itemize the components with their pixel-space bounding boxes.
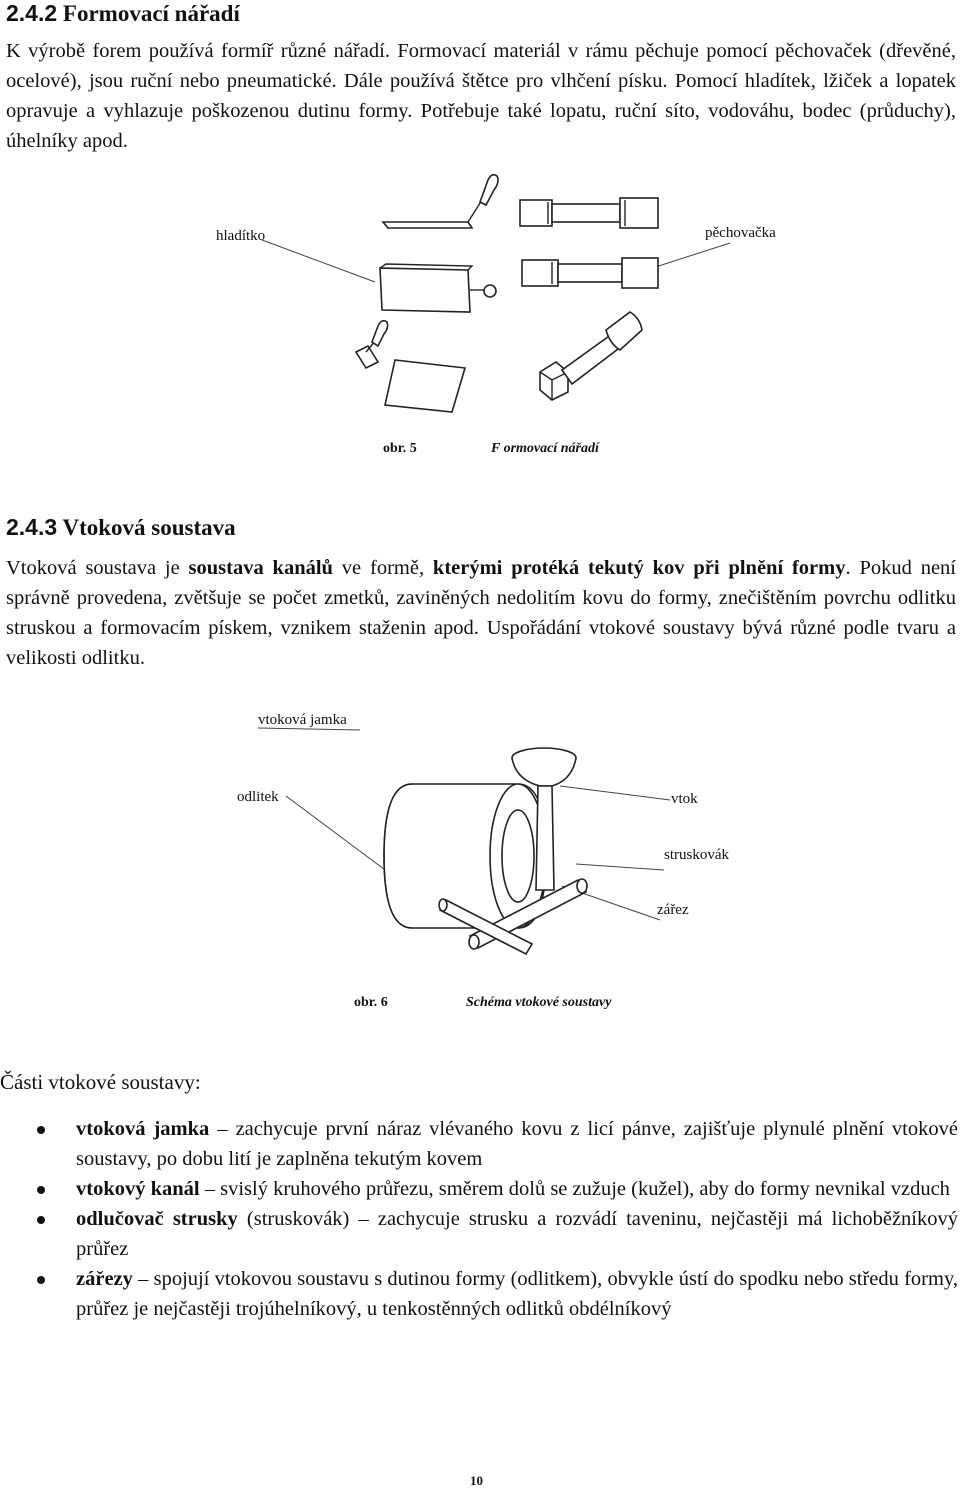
list-item: vtokový kanál – svislý kruhového průřezu, směrem dolů se zužuje (kužel), aby do formy nevnikal vzduch xyxy=(0,1174,958,1204)
section-title: Vtoková soustava xyxy=(62,515,236,540)
section-number: 2.4.2 xyxy=(6,0,58,26)
figure6-caption-number: obr. 6 xyxy=(354,995,388,1010)
bullet-icon xyxy=(37,1126,45,1134)
bullet-icon xyxy=(37,1276,45,1284)
list-item: vtoková jamka – zachycuje první náraz vlévaného kovu z licí pánve, zajišťuje plynulé plnění vtokové soustavy, po dobu lití je zaplněna tekutým kovem xyxy=(0,1114,958,1174)
label-vtokova-jamka: vtoková jamka xyxy=(258,712,347,728)
section-number: 2.4.3 xyxy=(6,514,58,540)
figure6-caption-text: Schéma vtokové soustavy xyxy=(466,995,612,1010)
label-struskovak: struskovák xyxy=(664,847,729,863)
rammer-3-icon xyxy=(540,312,642,400)
vtokova-paragraph: Vtoková soustava je soustava kanálů ve formě, kterými protéká tekutý kov při plnění formy. Pokud není správně provedena, zvětšuje se počet zmetků, zaviněných nedolitím kovu do formy, znečištěním povrchu odlitku struskou a formovacím pískem, vznikem staženin apod. Uspořádání vtokové soustavy bývá různé podle tvaru a velikosti odlitku. xyxy=(6,557,956,669)
list-item: odlučovač strusky (struskovák) – zachycuje strusku a rozvádí taveninu, nejčastěji má lichoběžníkový průřez xyxy=(0,1204,958,1264)
trowel-rect-icon xyxy=(380,264,496,312)
rammer-2-icon xyxy=(522,258,658,288)
trowel-flat-icon xyxy=(383,175,498,228)
label-odlitek: odlitek xyxy=(237,789,279,805)
intro-paragraph: K výrobě forem používá formíř různé nářadí. Formovací materiál v rámu pěchuje pomocí pěchovaček (dřevěné, ocelové), jsou ruční nebo pneumatické. Dále používá štětce pro vlhčení písku. Pomocí hladítek, lžiček a lopatek opravuje a vyhlazuje poškozenou dutinu formy. Potřebuje také lopatu, ruční síto, vodováhu, bodec (průduchy), úhelníky apod. xyxy=(6,40,956,152)
label-vtok: vtok xyxy=(671,791,698,807)
section-title: Formovací nářadí xyxy=(62,1,240,26)
figure-vtokova-soustava xyxy=(0,700,960,970)
sprue-icon xyxy=(536,786,554,890)
section-heading-243 xyxy=(6,514,236,541)
label-hladitko: hladítko xyxy=(216,228,266,244)
parts-title: Části vtokové soustavy: xyxy=(0,1070,201,1094)
rammer-1-icon xyxy=(520,198,658,228)
section-heading-242 xyxy=(6,0,240,27)
figure5-caption-number: obr. 5 xyxy=(383,441,417,456)
page-number: 10 xyxy=(470,1473,483,1488)
label-zarez: zářez xyxy=(657,902,689,918)
list-item: zářezy – spojují vtokovou soustavu s dutinou formy (odlitkem), obvykle ústí do spodku nebo středu formy, průřez je nejčastěji trojúhelníkový, u tenkostěnných odlitků obdélníkový xyxy=(0,1264,958,1324)
label-pechovacka: pěchovačka xyxy=(705,225,776,241)
pouring-cup-icon xyxy=(512,748,576,786)
trowel-angled-icon xyxy=(356,321,465,412)
figure5-caption-text: F ormovací nářadí xyxy=(491,441,599,456)
casting-icon xyxy=(384,784,546,928)
bullet-icon xyxy=(37,1216,45,1224)
figure-formovaci-naradi xyxy=(0,165,960,435)
parts-list xyxy=(0,1114,958,1324)
bullet-icon xyxy=(37,1186,45,1194)
